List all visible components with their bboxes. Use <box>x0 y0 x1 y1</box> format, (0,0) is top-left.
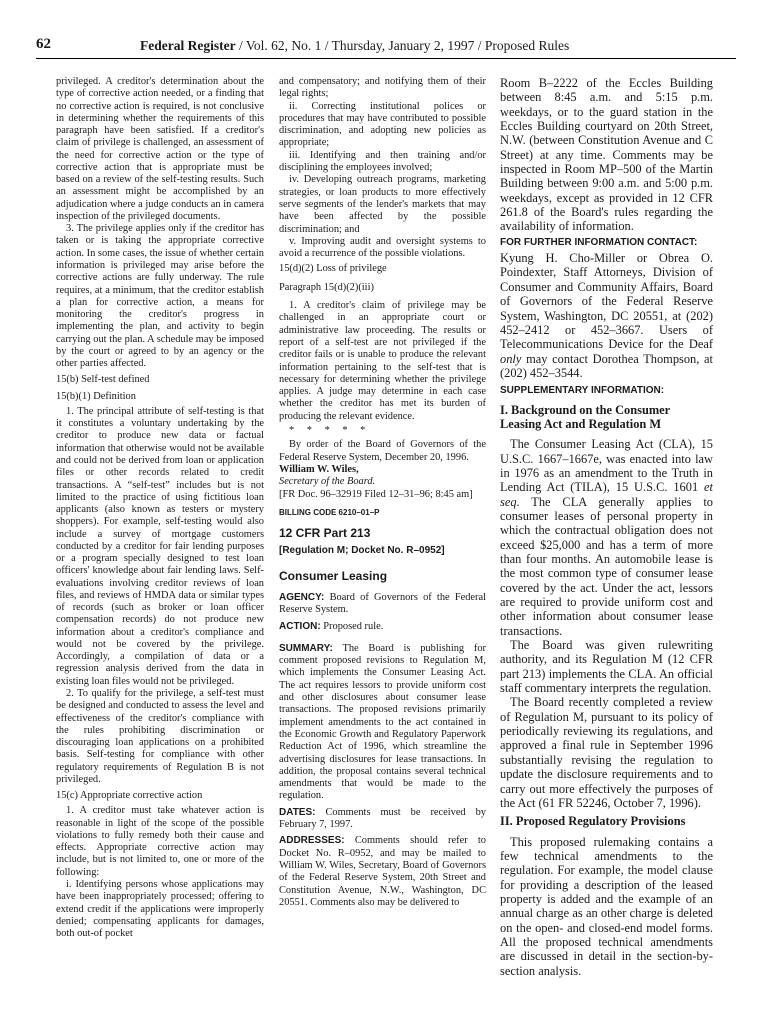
addresses-label: ADDRESSES: <box>279 835 345 847</box>
supplementary-label: SUPPLEMENTARY INFORMATION: <box>500 385 665 397</box>
paragraph: 1. The principal attribute of self-testing is that it constitutes a voluntary undertaking by the creditor to produce new data or factual information that otherwise would not be available and could not be derived from loan or application files or other records related to credit transactions. A “self-test” includes but is not limited to the practice of using fictitious loan applicants (also known as testers or mystery shoppers). For example, self-testing would also include a survey of mortgage customers conducted by a creditor for fair lending purposes or a program specially designed to test loan officers' knowledge about fair lending laws. Self-evaluations involving creditor reviews of loan files, and reviews of HMDA data or similar types of records (such as broker or loan officer compensation records) do not produce new information about a creditor's compliance and would not be covered by the privilege. Accordingly, a compilation of data or a regression analysis derived from the data in existing loan files would not be privileged. <box>56 405 264 687</box>
fr-doc-line: [FR Doc. 96–32919 Filed 12–31–96; 8:45 am] <box>279 488 473 500</box>
action-text: Proposed rule. <box>320 620 384 632</box>
addresses-paragraph <box>279 835 486 909</box>
paragraph: privileged. A creditor's determination about the type of corrective action needed, or a finding that no corrective action is required, is not conclusive in determining whether the requirements of this paragraph have been satisfied. If a creditor's claim of privilege is challenged, an assessment of the need for corrective action or the type of corrective action that is appropriate must be based on a review of the self-testing results. Such an assessment might be accomplished by an adjudication where a judge conducts an in camera inspection of the privileged documents. <box>56 76 264 222</box>
cfr-part-heading: 12 CFR Part 213 <box>279 526 371 541</box>
dates-text: Comments must be received by February 7, 1997. <box>279 806 486 831</box>
paragraph-text-end: . The CLA generally applies to consumer leases of personal property in which the contractual obligation does not exceed $25,000 and has a term of more than four months. An automobile lease is the most common type of consumer lease covered by the act. Under the act, lessors are required to provide uniform cost and other information about consumer lease transactions. <box>500 494 713 638</box>
paragraph: The Board recently completed a review of Regulation M, pursuant to its policy of periodically reviewing its regulations, and approved a final rule in September 1996 substantially revising the regulation to update the disclosure requirements and to carry out more effectively the purposes of the Act (61 FR 52246, October 7, 1996). <box>500 695 713 810</box>
paragraph: By order of the Board of Governors of the Federal Reserve System, December 20, 1996. <box>279 439 486 463</box>
paragraph: 2. To qualify for the privilege, a self-test must be designed and conducted to assess the level and effectiveness of the creditor's compliance with the rules prohibiting discrimination or discouraging loan applications on a prohibited basis. Self-testing for compliance with other regulatory requirements of Regulation B is not privileged. <box>56 688 264 785</box>
section-heading: II. Proposed Regulatory Provisions <box>500 814 686 829</box>
action-paragraph <box>279 621 486 633</box>
publication-name: Federal Register <box>140 38 236 53</box>
page-number: 62 <box>36 36 51 52</box>
paragraph: iv. Developing outreach programs, marketing strategies, or loan products to more effectively serve segments of the lender's markets that may have been affected by the possible discrimination; and <box>279 174 486 235</box>
header-rule <box>36 58 736 59</box>
signer-name: William W. Wiles, <box>279 463 359 475</box>
column-2 <box>279 76 486 976</box>
contact-paragraph <box>500 251 713 380</box>
paragraph <box>500 437 713 638</box>
column-3 <box>500 76 713 996</box>
page-header <box>36 36 736 62</box>
paragraph: 1. A creditor's claim of privilege may be challenged in an appropriate court or administrative law proceeding. The results or report of a self-test are not privileged if the creditor fails or is unable to produce the relevant information pertaining to the self-test that is necessary for determining whether the privilege applies. A judge may determine in each case whether the creditor has met its burden of producing the relevant evidence. <box>279 300 486 422</box>
running-head <box>140 38 569 54</box>
section-heading: 15(c) Appropriate corrective action <box>56 790 203 802</box>
paragraph: This proposed rulemaking contains a few technical amendments to the regulation. For example, the model clause for providing a description of the leased property is added and the example of an annual charge as an other charge is deleted on the open- and closed-end model forms. All the proposed technical amendments are discussed in detail in the section-by-section analysis. <box>500 834 713 978</box>
section-heading: 15(b) Self-test defined <box>56 374 150 386</box>
paragraph: v. Improving audit and oversight systems to avoid a recurrence of the possible violations. <box>279 235 486 260</box>
paragraph: i. Identifying persons whose applications may have been inappropriately processed; offering to extend credit if the applications were improperly denied; compensating applicants for damages, both out-of pocket <box>56 879 264 940</box>
dates-paragraph <box>279 807 486 832</box>
agency-paragraph <box>279 592 486 617</box>
paragraph: Room B–2222 of the Eccles Building between 8:45 a.m. and 5:15 p.m. weekdays, or to the guard station in the Eccles Building courtyard on 20th Street, N.W. (between Constitution Avenue and C Street) at any time. Comments may be inspected in Room MP–500 of the Martin Building between 9:00 a.m. and 5:00 p.m. weekdays, except as provided in 12 CFR 261.8 of the Board's rules regarding the availability of information. <box>500 76 713 234</box>
signer-title: Secretary of the Board. <box>279 476 376 488</box>
action-label: ACTION: <box>279 620 321 632</box>
section-heading: 15(b)(1) Definition <box>56 390 136 402</box>
et-seq: et seq <box>500 480 713 509</box>
paragraph-text: The Consumer Leasing Act (CLA), 15 U.S.C. 1667–1667e, was enacted into law in 1976 as an amendment to the Truth in Lending Act (TILA), 15 U.S.C. 1601 <box>500 437 713 495</box>
contact-emphasis: only <box>500 351 522 366</box>
paragraph: The Board was given rulewriting authority, and its Regulation M (12 CFR part 213) implements the CLA. An official staff commentary interprets the regulation. <box>500 638 713 696</box>
addresses-text: Comments should refer to Docket No. R–0952, and may be mailed to William W. Wiles, Secretary, Board of Governors of the Federal Reserve System, 20th Street and Constitution Avenue, N.W., Washington, DC 20551. Comments also may be delivered to <box>279 835 486 908</box>
paragraph: 1. A creditor must take whatever action is reasonable in light of the scope of the possible violations to fully remedy both their cause and effects. Appropriate corrective action may include, but is not limited to, one or more of the following: <box>56 805 264 878</box>
contact-text: Kyung H. Cho-Miller or Obrea O. Poindexter, Staff Attorneys, Division of Consumer and Community Affairs, Board of Governors of the Federal Reserve System, Washington, DC 20551, at (202) 452–2412 or 452–3667. Users of Telecommunications Device for the Deaf <box>500 251 713 352</box>
section-heading: Paragraph 15(d)(2)(iii) <box>279 281 374 293</box>
contact-label: FOR FURTHER INFORMATION CONTACT: <box>500 236 698 248</box>
rule-title: Consumer Leasing <box>279 568 388 583</box>
summary-paragraph <box>279 643 486 803</box>
paragraph: ii. Correcting institutional polices or procedures that may have contributed to possible discrimination, and adopting new policies as appropriate; <box>279 100 486 149</box>
column-1 <box>56 76 264 956</box>
paragraph: iii. Identifying and then training and/or disciplining the employees involved; <box>279 149 486 174</box>
agency-text: Board of Governors of the Federal Reserve System. <box>279 591 486 616</box>
ellipsis-stars: * * * * * <box>289 425 366 437</box>
section-heading: 15(d)(2) Loss of privilege <box>279 263 387 275</box>
docket-line: [Regulation M; Docket No. R–0952] <box>279 545 445 557</box>
summary-text: The Board is publishing for comment proposed revisions to Regulation M, which implements the Consumer Leasing Act. The act requires lessors to provide uniform cost and other disclosures about consumer lease transactions. The proposed revisions primarily implement amendments to the act contained in the Economic Growth and Regulatory Paperwork Reduction Act of 1996, which streamline the advertising disclosures for lease transactions. In addition, the proposal contains several technical amendments that would be made to the regulation. <box>279 642 486 802</box>
issue-info: / Vol. 62, No. 1 / Thursday, January 2, 1997 / Proposed Rules <box>235 38 570 53</box>
billing-code: BILLING CODE 6210–01–P <box>279 507 380 517</box>
contact-text-end: may contact Dorothea Thompson, at (202) 452–3544. <box>500 351 713 380</box>
paragraph: and compensatory; and notifying them of their legal rights; <box>279 76 486 100</box>
paragraph: 3. The privilege applies only if the creditor has taken or is taking the appropriate corrective action. In some cases, the issue of whether certain information is privileged may arise before the corrective actions are fully underway. The rule requires, at a minimum, that the creditor establish a plan for corrective action, a means for monitoring the creditor's progress in implementing the plan, and activity to begin carrying out the plan. A schedule may be imposed by the court or agreed to by an agency or the other parties affected. <box>56 223 264 370</box>
agency-label: AGENCY: <box>279 591 325 603</box>
summary-label: SUMMARY: <box>279 642 333 654</box>
section-heading: I. Background on the Consumer Leasing Act and Regulation M <box>500 402 670 431</box>
dates-label: DATES: <box>279 806 316 818</box>
